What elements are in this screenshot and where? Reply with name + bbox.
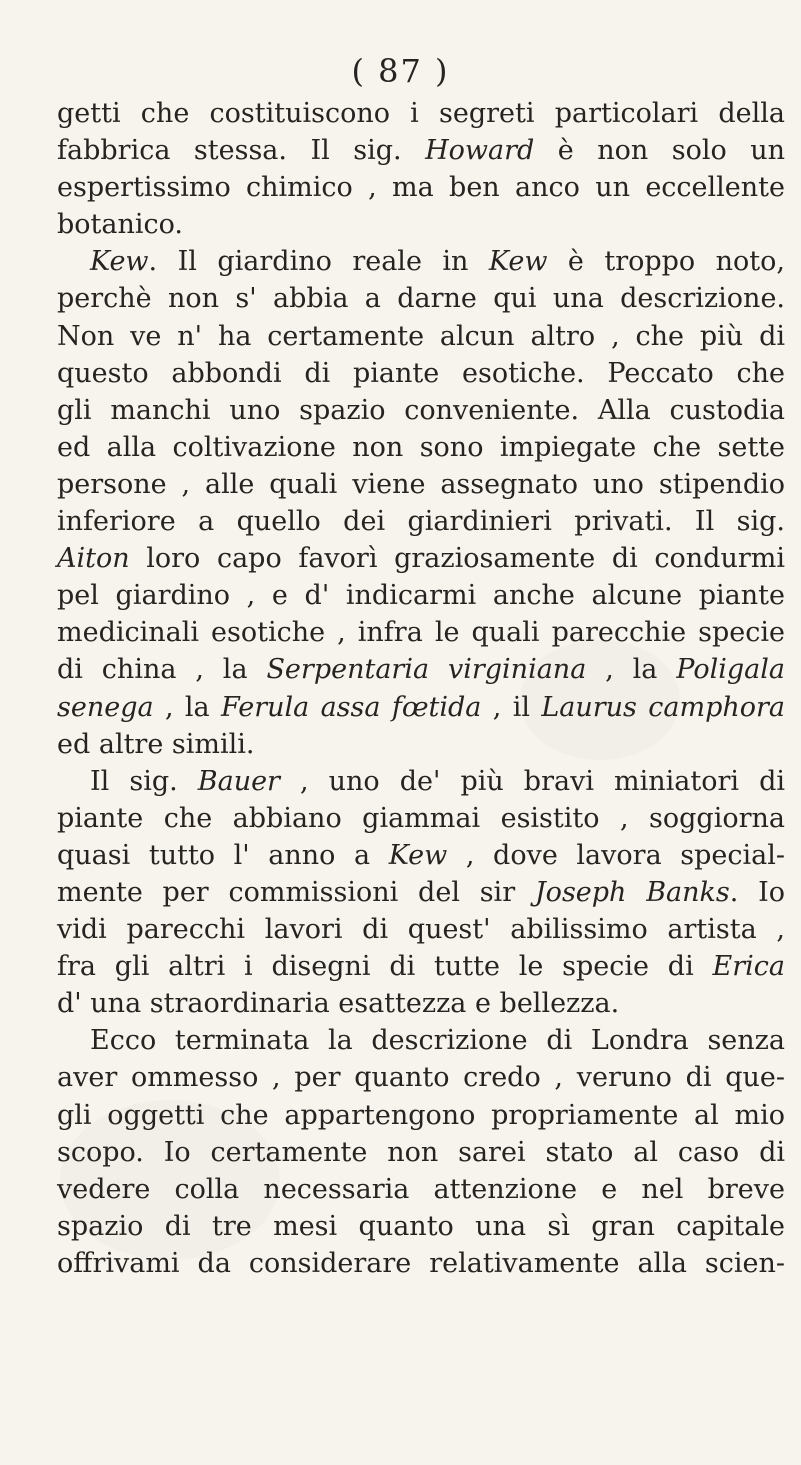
text-line: piante che abbiano giammai esistito , soggiorna <box>57 802 785 834</box>
text-line: ed alla coltivazione non sono impiegate che sette <box>57 431 785 463</box>
text-line: fabbrica stessa. Il sig. Howard è non solo un <box>57 135 785 167</box>
text-line: Kew. Il giardino reale in Kew è troppo noto, <box>90 246 785 278</box>
text-line: Non ve n' ha certamente alcun altro , che più di <box>57 320 785 352</box>
text-line: spazio di tre mesi quanto una sì gran capitale <box>57 1210 785 1242</box>
text-line: fra gli altri i disegni di tutte le specie di Erica <box>57 951 785 983</box>
text-line: espertissimo chimico , ma ben anco un eccellente <box>57 172 785 204</box>
text-line: senega , la Ferula assa fœtida , il Laurus camphora <box>57 691 786 723</box>
text-line: mente per commissioni del sir Joseph Banks. Io <box>57 876 786 908</box>
text-line: vedere colla necessaria attenzione e nel breve <box>57 1173 785 1205</box>
text-line: ed altre simili. <box>57 728 255 760</box>
text-line: pel giardino , e d' indicarmi anche alcune piante <box>57 580 785 612</box>
text-line: di china , la Serpentaria virginiana , la Poligala <box>57 654 786 686</box>
text-line: gli oggetti che appartengono propriamente al mio <box>57 1099 785 1131</box>
text-line: scopo. Io certamente non sarei stato al caso di <box>57 1136 785 1168</box>
text-line: persone , alle quali viene assegnato uno stipendio <box>57 468 785 500</box>
text-line: Aiton loro capo favorì graziosamente di condurmi <box>57 543 785 575</box>
text-line: botanico. <box>57 209 183 241</box>
text-line: questo abbondi di piante esotiche. Peccato che <box>57 357 785 389</box>
text-line: Il sig. Bauer , uno de' più bravi miniatori di <box>90 765 785 797</box>
text-line: offrivami da considerare relativamente alla scien- <box>57 1247 785 1279</box>
text-line: Ecco terminata la descrizione di Londra senza <box>90 1025 785 1057</box>
text-line: perchè non s' abbia a darne qui una descrizione. <box>57 283 785 315</box>
text-line: vidi parecchi lavori di quest' abilissimo artista , <box>57 914 785 946</box>
page-number: ( 87 ) <box>351 52 450 90</box>
text-line: d' una straordinaria esattezza e bellezza. <box>57 988 620 1020</box>
text-line: gli manchi uno spazio conveniente. Alla custodia <box>57 394 785 426</box>
text-line: aver ommesso , per quanto credo , veruno di que- <box>57 1062 785 1094</box>
body-text <box>57 95 785 1282</box>
text-line: medicinali esotiche , infra le quali parecchie specie <box>57 617 785 649</box>
text-line: quasi tutto l' anno a Kew , dove lavora special- <box>57 839 785 871</box>
text-line: getti che costituiscono i segreti particolari della <box>57 98 785 129</box>
text-line: inferiore a quello dei giardinieri privati. Il sig. <box>57 506 785 538</box>
